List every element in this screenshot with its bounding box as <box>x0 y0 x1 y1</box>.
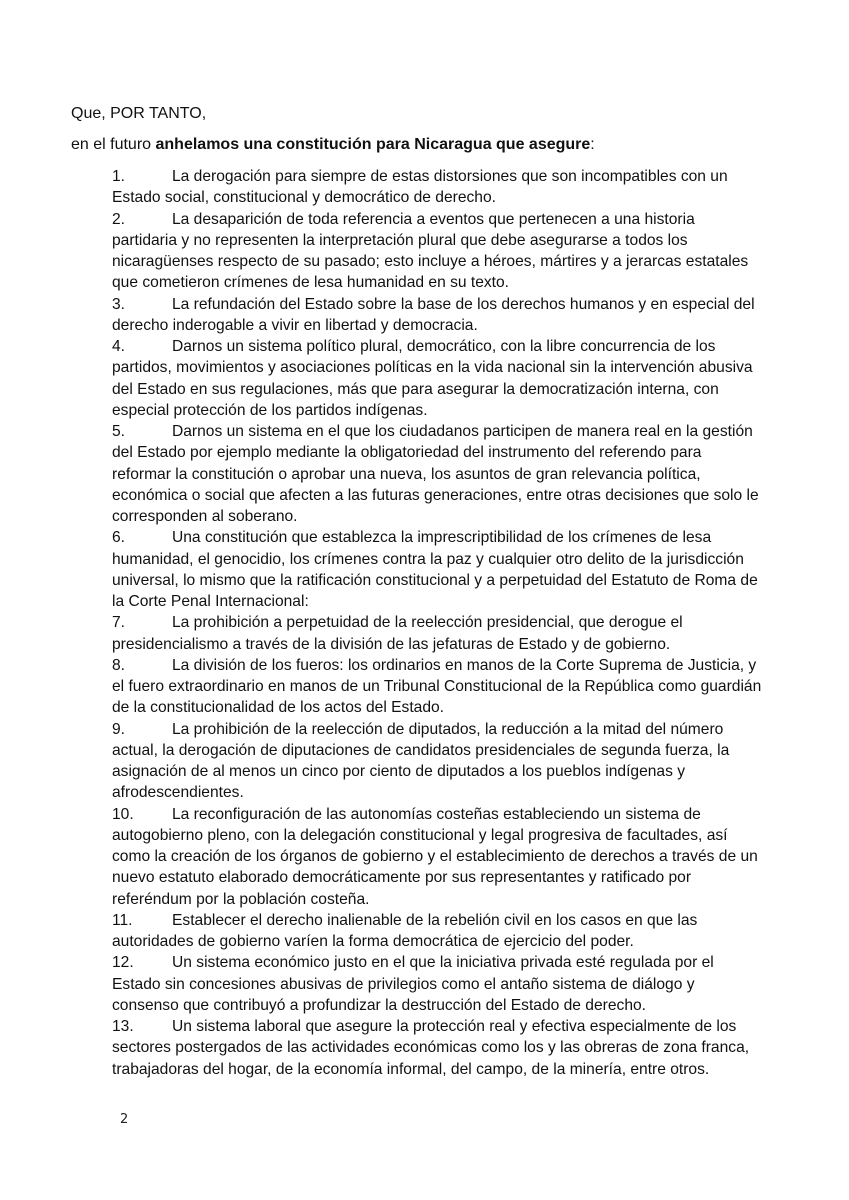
list-item-number: 10. <box>112 805 134 823</box>
list-item <box>112 336 764 421</box>
list-item-number: 1. <box>112 168 126 185</box>
list-item <box>112 209 764 294</box>
list-item <box>112 719 764 804</box>
list-item-text: La refundación del Estado sobre la base de los derechos humanos y en especial del derecho inderogable a vivir en libertad y democracia. <box>112 295 755 334</box>
intro-line-2 <box>71 134 771 155</box>
list-item-number: 4. <box>112 338 126 355</box>
list-item-number: 3. <box>112 295 126 313</box>
list-item <box>112 166 764 209</box>
list-item-text: La división de los fueros: los ordinarios en manos de la Corte Suprema de Justicia, y el fuero extraordinario en manos de un Tribunal Constitucional de la República como guardián de la constitucionalidad de los actos del Estado. <box>112 656 762 717</box>
list-item <box>112 952 764 1016</box>
list-item-text: Darnos un sistema en el que los ciudadanos participen de manera real en la gestión del Estado por ejemplo mediante la obligatoriedad del instrumento del referendo para reformar la constitución o aprobar una nueva, los asuntos de gran relevancia política, económica o social que afecten a las futuras generaciones, entre otras decisiones que solo le corresponden al soberano. <box>112 423 759 525</box>
list-item-number: 7. <box>112 614 126 632</box>
page-number: 2 <box>120 1112 129 1127</box>
list-item-text: La prohibición de la reelección de diputados, la reducción a la mitad del número actual, la derogación de diputaciones de candidatos presidenciales de segunda fuerza, la asignación de al menos un cinco por ciento de diputados a los pueblos indígenas y afrodescendientes. <box>112 720 730 802</box>
list-item <box>112 1016 764 1080</box>
list-item <box>112 294 764 337</box>
list-item-number: 12. <box>112 954 134 972</box>
list-item <box>112 910 764 953</box>
intro-line-2-prefix: en el futuro <box>71 136 156 153</box>
list-item <box>112 527 764 612</box>
intro-line-2-bold: anhelamos una constitución para Nicaragua que asegure <box>155 136 591 153</box>
list-item-text: Darnos un sistema político plural, democrático, con la libre concurrencia de los partidos, movimientos y asociaciones políticas en la vida nacional sin la intervención abusiva del Estado en sus regulaciones, más que para asegurar la democratización interna, con especial protección de los partidos indígenas. <box>112 338 753 419</box>
intro-line-1: Que, POR TANTO, <box>71 105 207 122</box>
numbered-list <box>112 166 764 1080</box>
list-item-text: Un sistema económico justo en el que la iniciativa privada esté regulada por el Estado sin concesiones abusivas de privilegios como el antaño sistema de diálogo y consenso que contribuyó a profundizar la destrucción del Estado de derecho. <box>112 954 714 1014</box>
list-item <box>112 612 764 655</box>
list-item-text: La derogación para siempre de estas distorsiones que son incompatibles con un Estado social, constitucional y democrático de derecho. <box>112 168 728 207</box>
list-item-number: 8. <box>112 656 126 674</box>
list-item-number: 2. <box>112 210 126 228</box>
list-item-number: 6. <box>112 529 126 547</box>
list-item-number: 13. <box>112 1018 134 1035</box>
list-item <box>112 804 764 910</box>
list-item-number: 9. <box>112 720 126 738</box>
list-item-text: La prohibición a perpetuidad de la reelección presidencial, que derogue el presidencialismo a través de la división de las jefaturas de Estado y de gobierno. <box>112 614 683 653</box>
list-item-number: 5. <box>112 423 126 440</box>
list-item-number: 11. <box>112 911 133 929</box>
list-item-text: Un sistema laboral que asegure la protección real y efectiva especialmente de los sectores postergados de las actividades económicas como los y las obreras de zona franca, trabajadoras del hogar, de la economía informal, del campo, de la minería, entre otros. <box>112 1018 750 1078</box>
list-item-text: La desaparición de toda referencia a eventos que pertenecen a una historia partidaria y no representen la interpretación plural que debe asegurarse a todos los nicaragüenses respecto de su pasado; esto incluye a héroes, mártires y a jerarcas estatales que cometieron crímenes de lesa humanidad en su texto. <box>112 210 749 292</box>
intro-line-2-suffix: : <box>590 136 595 153</box>
list-item-text: La reconfiguración de las autonomías costeñas estableciendo un sistema de autogobierno pleno, con la delegación constitucional y legal progresiva de facultades, así como la creación de los órganos de gobierno y el establecimiento de derechos a través de un nuevo estatuto elaborado democráticamente por sus representantes y ratificado por referéndum por la población costeña. <box>112 805 758 908</box>
list-item <box>112 421 764 527</box>
list-item-text: Una constitución que establezca la imprescriptibilidad de los crímenes de lesa humanidad, el genocidio, los crímenes contra la paz y cualquier otro delito de la jurisdicción universal, lo mismo que la ratificación constitucional y a perpetuidad del Estatuto de Roma de la Corte Penal Internacional: <box>112 529 758 610</box>
list-item-text: Establecer el derecho inalienable de la rebelión civil en los casos en que las autoridades de gobierno varíen la forma democrática de ejercicio del poder. <box>112 911 698 950</box>
list-item <box>112 655 764 719</box>
